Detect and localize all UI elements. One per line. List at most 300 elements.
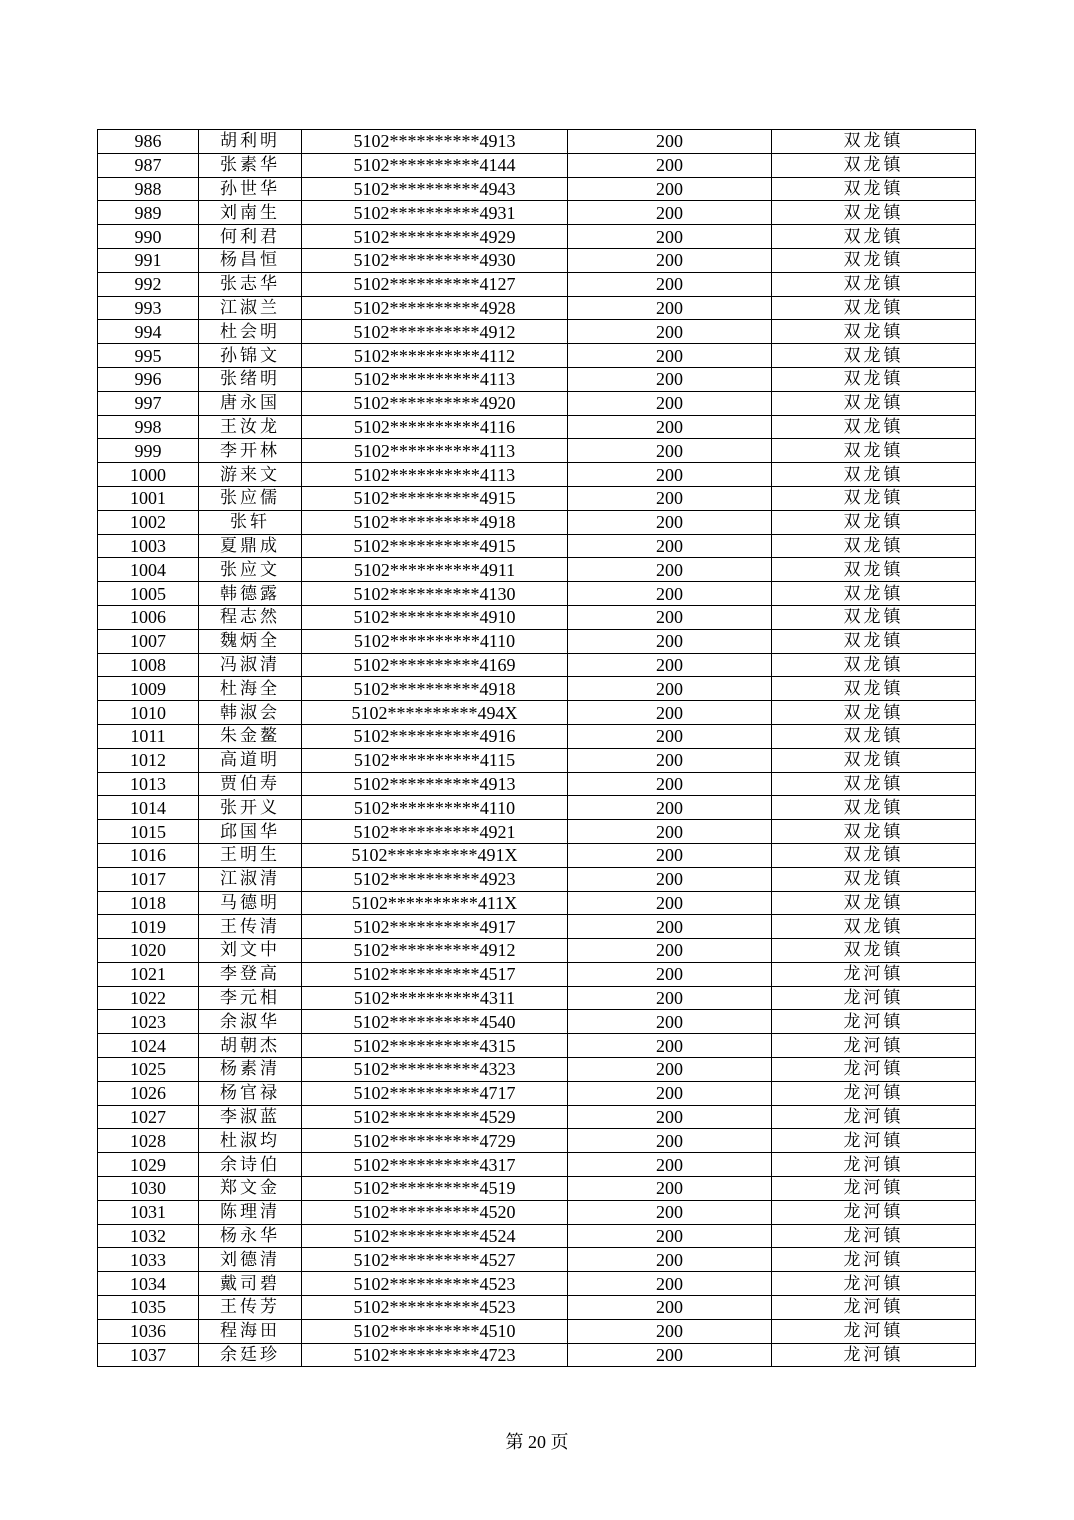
amount-cell: 200 (568, 1081, 772, 1105)
name-cell: 张应儒 (199, 486, 302, 510)
town-cell: 双龙镇 (772, 177, 976, 201)
id-number-cell: 5102**********4912 (302, 939, 568, 963)
amount-cell: 200 (568, 1105, 772, 1129)
table-row (98, 701, 976, 725)
town-cell: 龙河镇 (772, 1272, 976, 1296)
name-cell: 张素华 (199, 153, 302, 177)
id-number-cell: 5102**********4915 (302, 486, 568, 510)
name-cell: 夏鼎成 (199, 534, 302, 558)
id-number-cell: 5102**********491X (302, 843, 568, 867)
name-cell: 杨永华 (199, 1224, 302, 1248)
town-cell: 双龙镇 (772, 820, 976, 844)
town-cell: 龙河镇 (772, 1248, 976, 1272)
row-number-cell: 1026 (98, 1081, 199, 1105)
id-number-cell: 5102**********4116 (302, 415, 568, 439)
id-number-cell: 5102**********4723 (302, 1343, 568, 1367)
table-row (98, 1010, 976, 1034)
name-cell: 李元相 (199, 986, 302, 1010)
subsidy-list-table (97, 129, 976, 1367)
name-cell: 杨素清 (199, 1058, 302, 1082)
row-number-cell: 1032 (98, 1224, 199, 1248)
table-row (98, 486, 976, 510)
id-number-cell: 5102**********4916 (302, 724, 568, 748)
table-row (98, 1272, 976, 1296)
table-row (98, 1034, 976, 1058)
town-cell: 龙河镇 (772, 1319, 976, 1343)
town-cell: 双龙镇 (772, 486, 976, 510)
row-number-cell: 997 (98, 391, 199, 415)
id-number-cell: 5102**********4923 (302, 867, 568, 891)
row-number-cell: 1010 (98, 701, 199, 725)
town-cell: 双龙镇 (772, 248, 976, 272)
amount-cell: 200 (568, 367, 772, 391)
name-cell: 孙世华 (199, 177, 302, 201)
id-number-cell: 5102**********4917 (302, 915, 568, 939)
row-number-cell: 1017 (98, 867, 199, 891)
table-row (98, 130, 976, 154)
row-number-cell: 1035 (98, 1296, 199, 1320)
id-number-cell: 5102**********4317 (302, 1153, 568, 1177)
row-number-cell: 1037 (98, 1343, 199, 1367)
row-number-cell: 994 (98, 320, 199, 344)
amount-cell: 200 (568, 225, 772, 249)
amount-cell: 200 (568, 248, 772, 272)
amount-cell: 200 (568, 653, 772, 677)
row-number-cell: 1033 (98, 1248, 199, 1272)
id-number-cell: 5102**********4930 (302, 248, 568, 272)
town-cell: 双龙镇 (772, 344, 976, 368)
amount-cell: 200 (568, 320, 772, 344)
town-cell: 龙河镇 (772, 1129, 976, 1153)
table-row (98, 1296, 976, 1320)
table-row (98, 296, 976, 320)
id-number-cell: 5102**********4929 (302, 225, 568, 249)
table-row (98, 962, 976, 986)
amount-cell: 200 (568, 1319, 772, 1343)
town-cell: 双龙镇 (772, 748, 976, 772)
name-cell: 游来文 (199, 463, 302, 487)
table-row (98, 1081, 976, 1105)
name-cell: 张轩 (199, 510, 302, 534)
town-cell: 双龙镇 (772, 320, 976, 344)
name-cell: 张应文 (199, 558, 302, 582)
table-row (98, 1248, 976, 1272)
amount-cell: 200 (568, 605, 772, 629)
table-row (98, 629, 976, 653)
row-number-cell: 995 (98, 344, 199, 368)
id-number-cell: 5102**********4115 (302, 748, 568, 772)
town-cell: 双龙镇 (772, 415, 976, 439)
town-cell: 龙河镇 (772, 1153, 976, 1177)
town-cell: 双龙镇 (772, 367, 976, 391)
town-cell: 龙河镇 (772, 1081, 976, 1105)
row-number-cell: 1005 (98, 582, 199, 606)
id-number-cell: 5102**********4523 (302, 1296, 568, 1320)
row-number-cell: 1030 (98, 1177, 199, 1201)
row-number-cell: 1009 (98, 677, 199, 701)
table-row (98, 534, 976, 558)
table-row (98, 344, 976, 368)
name-cell: 韩德露 (199, 582, 302, 606)
id-number-cell: 5102**********4315 (302, 1034, 568, 1058)
row-number-cell: 993 (98, 296, 199, 320)
amount-cell: 200 (568, 1010, 772, 1034)
name-cell: 贾伯寿 (199, 772, 302, 796)
name-cell: 江淑兰 (199, 296, 302, 320)
town-cell: 龙河镇 (772, 1010, 976, 1034)
table-row (98, 653, 976, 677)
amount-cell: 200 (568, 534, 772, 558)
amount-cell: 200 (568, 177, 772, 201)
table-row (98, 796, 976, 820)
name-cell: 马德明 (199, 891, 302, 915)
amount-cell: 200 (568, 891, 772, 915)
id-number-cell: 5102**********4912 (302, 320, 568, 344)
town-cell: 龙河镇 (772, 1200, 976, 1224)
row-number-cell: 1004 (98, 558, 199, 582)
id-number-cell: 5102**********4523 (302, 1272, 568, 1296)
row-number-cell: 1003 (98, 534, 199, 558)
table-row (98, 1224, 976, 1248)
id-number-cell: 5102**********4130 (302, 582, 568, 606)
amount-cell: 200 (568, 724, 772, 748)
table-row (98, 510, 976, 534)
id-number-cell: 5102**********4517 (302, 962, 568, 986)
town-cell: 双龙镇 (772, 677, 976, 701)
table-row (98, 391, 976, 415)
id-number-cell: 5102**********4524 (302, 1224, 568, 1248)
id-number-cell: 5102**********4113 (302, 367, 568, 391)
table-row (98, 415, 976, 439)
table-row (98, 820, 976, 844)
amount-cell: 200 (568, 915, 772, 939)
table-row (98, 272, 976, 296)
amount-cell: 200 (568, 486, 772, 510)
table-row (98, 463, 976, 487)
table-row (98, 605, 976, 629)
id-number-cell: 5102**********4931 (302, 201, 568, 225)
town-cell: 双龙镇 (772, 867, 976, 891)
table-body (98, 130, 976, 1367)
amount-cell: 200 (568, 1034, 772, 1058)
amount-cell: 200 (568, 272, 772, 296)
amount-cell: 200 (568, 867, 772, 891)
name-cell: 王明生 (199, 843, 302, 867)
row-number-cell: 1023 (98, 1010, 199, 1034)
name-cell: 郑文金 (199, 1177, 302, 1201)
row-number-cell: 1016 (98, 843, 199, 867)
town-cell: 双龙镇 (772, 439, 976, 463)
id-number-cell: 5102**********4913 (302, 130, 568, 154)
row-number-cell: 992 (98, 272, 199, 296)
row-number-cell: 1008 (98, 653, 199, 677)
row-number-cell: 1036 (98, 1319, 199, 1343)
row-number-cell: 1019 (98, 915, 199, 939)
name-cell: 朱金鳌 (199, 724, 302, 748)
amount-cell: 200 (568, 843, 772, 867)
amount-cell: 200 (568, 463, 772, 487)
table-row (98, 843, 976, 867)
id-number-cell: 5102**********4311 (302, 986, 568, 1010)
id-number-cell: 5102**********411X (302, 891, 568, 915)
row-number-cell: 1012 (98, 748, 199, 772)
town-cell: 双龙镇 (772, 391, 976, 415)
amount-cell: 200 (568, 1058, 772, 1082)
amount-cell: 200 (568, 201, 772, 225)
id-number-cell: 5102**********4928 (302, 296, 568, 320)
id-number-cell: 5102**********4113 (302, 463, 568, 487)
town-cell: 双龙镇 (772, 701, 976, 725)
town-cell: 双龙镇 (772, 939, 976, 963)
name-cell: 高道明 (199, 748, 302, 772)
id-number-cell: 5102**********4918 (302, 677, 568, 701)
id-number-cell: 5102**********4729 (302, 1129, 568, 1153)
row-number-cell: 1018 (98, 891, 199, 915)
id-number-cell: 5102**********4110 (302, 796, 568, 820)
amount-cell: 200 (568, 939, 772, 963)
table-row (98, 915, 976, 939)
table-row (98, 153, 976, 177)
name-cell: 胡利明 (199, 130, 302, 154)
town-cell: 双龙镇 (772, 843, 976, 867)
row-number-cell: 987 (98, 153, 199, 177)
town-cell: 双龙镇 (772, 891, 976, 915)
table-row (98, 891, 976, 915)
row-number-cell: 1027 (98, 1105, 199, 1129)
name-cell: 李登高 (199, 962, 302, 986)
id-number-cell: 5102**********4527 (302, 1248, 568, 1272)
amount-cell: 200 (568, 1129, 772, 1153)
id-number-cell: 5102**********4113 (302, 439, 568, 463)
town-cell: 双龙镇 (772, 463, 976, 487)
name-cell: 邱国华 (199, 820, 302, 844)
name-cell: 刘德清 (199, 1248, 302, 1272)
amount-cell: 200 (568, 558, 772, 582)
id-number-cell: 5102**********4540 (302, 1010, 568, 1034)
town-cell: 双龙镇 (772, 558, 976, 582)
table-row (98, 439, 976, 463)
name-cell: 刘南生 (199, 201, 302, 225)
town-cell: 双龙镇 (772, 130, 976, 154)
amount-cell: 200 (568, 1177, 772, 1201)
row-number-cell: 1006 (98, 605, 199, 629)
name-cell: 张绪明 (199, 367, 302, 391)
table-row (98, 1200, 976, 1224)
id-number-cell: 5102**********4717 (302, 1081, 568, 1105)
row-number-cell: 998 (98, 415, 199, 439)
row-number-cell: 996 (98, 367, 199, 391)
table-row (98, 867, 976, 891)
name-cell: 韩淑会 (199, 701, 302, 725)
id-number-cell: 5102**********4920 (302, 391, 568, 415)
table-row (98, 225, 976, 249)
town-cell: 龙河镇 (772, 1296, 976, 1320)
name-cell: 张志华 (199, 272, 302, 296)
amount-cell: 200 (568, 391, 772, 415)
row-number-cell: 1031 (98, 1200, 199, 1224)
row-number-cell: 1025 (98, 1058, 199, 1082)
amount-cell: 200 (568, 748, 772, 772)
row-number-cell: 1011 (98, 724, 199, 748)
amount-cell: 200 (568, 510, 772, 534)
id-number-cell: 5102**********4529 (302, 1105, 568, 1129)
name-cell: 孙锦文 (199, 344, 302, 368)
table-row (98, 320, 976, 344)
name-cell: 陈理清 (199, 1200, 302, 1224)
name-cell: 余廷珍 (199, 1343, 302, 1367)
town-cell: 双龙镇 (772, 582, 976, 606)
town-cell: 双龙镇 (772, 201, 976, 225)
table-row (98, 558, 976, 582)
table-row (98, 1058, 976, 1082)
id-number-cell: 5102**********4921 (302, 820, 568, 844)
row-number-cell: 1024 (98, 1034, 199, 1058)
row-number-cell: 1014 (98, 796, 199, 820)
id-number-cell: 5102**********4323 (302, 1058, 568, 1082)
name-cell: 戴司碧 (199, 1272, 302, 1296)
id-number-cell: 5102**********4910 (302, 605, 568, 629)
name-cell: 程志然 (199, 605, 302, 629)
id-number-cell: 5102**********4510 (302, 1319, 568, 1343)
town-cell: 龙河镇 (772, 1224, 976, 1248)
name-cell: 王传清 (199, 915, 302, 939)
name-cell: 李淑蓝 (199, 1105, 302, 1129)
amount-cell: 200 (568, 1296, 772, 1320)
town-cell: 双龙镇 (772, 296, 976, 320)
name-cell: 冯淑清 (199, 653, 302, 677)
id-number-cell: 5102**********4918 (302, 510, 568, 534)
table-row (98, 724, 976, 748)
id-number-cell: 5102**********4110 (302, 629, 568, 653)
row-number-cell: 1000 (98, 463, 199, 487)
amount-cell: 200 (568, 1153, 772, 1177)
town-cell: 双龙镇 (772, 796, 976, 820)
id-number-cell: 5102**********4144 (302, 153, 568, 177)
name-cell: 程海田 (199, 1319, 302, 1343)
amount-cell: 200 (568, 439, 772, 463)
name-cell: 杜会明 (199, 320, 302, 344)
id-number-cell: 5102**********4112 (302, 344, 568, 368)
row-number-cell: 988 (98, 177, 199, 201)
name-cell: 杨官禄 (199, 1081, 302, 1105)
name-cell: 余淑华 (199, 1010, 302, 1034)
amount-cell: 200 (568, 962, 772, 986)
id-number-cell: 5102**********4520 (302, 1200, 568, 1224)
name-cell: 刘文中 (199, 939, 302, 963)
town-cell: 双龙镇 (772, 629, 976, 653)
id-number-cell: 5102**********4519 (302, 1177, 568, 1201)
id-number-cell: 5102**********4127 (302, 272, 568, 296)
town-cell: 双龙镇 (772, 153, 976, 177)
page-number: 第 20 页 (505, 1432, 569, 1452)
id-number-cell: 5102**********4943 (302, 177, 568, 201)
table-row (98, 1105, 976, 1129)
table-row (98, 986, 976, 1010)
amount-cell: 200 (568, 130, 772, 154)
row-number-cell: 1022 (98, 986, 199, 1010)
table-row (98, 582, 976, 606)
table-row (98, 177, 976, 201)
table-row (98, 748, 976, 772)
row-number-cell: 1001 (98, 486, 199, 510)
name-cell: 李开林 (199, 439, 302, 463)
id-number-cell: 5102**********4915 (302, 534, 568, 558)
town-cell: 龙河镇 (772, 1034, 976, 1058)
amount-cell: 200 (568, 1248, 772, 1272)
town-cell: 双龙镇 (772, 915, 976, 939)
amount-cell: 200 (568, 1200, 772, 1224)
table-row (98, 367, 976, 391)
town-cell: 龙河镇 (772, 1177, 976, 1201)
id-number-cell: 5102**********494X (302, 701, 568, 725)
row-number-cell: 1021 (98, 962, 199, 986)
table-row (98, 1129, 976, 1153)
town-cell: 双龙镇 (772, 653, 976, 677)
row-number-cell: 1029 (98, 1153, 199, 1177)
town-cell: 龙河镇 (772, 1058, 976, 1082)
table-row (98, 1319, 976, 1343)
amount-cell: 200 (568, 415, 772, 439)
table-row (98, 939, 976, 963)
row-number-cell: 991 (98, 248, 199, 272)
amount-cell: 200 (568, 1224, 772, 1248)
town-cell: 龙河镇 (772, 1105, 976, 1129)
name-cell: 胡朝杰 (199, 1034, 302, 1058)
town-cell: 双龙镇 (772, 772, 976, 796)
id-number-cell: 5102**********4169 (302, 653, 568, 677)
amount-cell: 200 (568, 1272, 772, 1296)
name-cell: 杜淑均 (199, 1129, 302, 1153)
table-row (98, 772, 976, 796)
name-cell: 余诗伯 (199, 1153, 302, 1177)
amount-cell: 200 (568, 344, 772, 368)
id-number-cell: 5102**********4911 (302, 558, 568, 582)
name-cell: 魏炳全 (199, 629, 302, 653)
town-cell: 龙河镇 (772, 962, 976, 986)
row-number-cell: 1034 (98, 1272, 199, 1296)
table-row (98, 1177, 976, 1201)
row-number-cell: 999 (98, 439, 199, 463)
amount-cell: 200 (568, 701, 772, 725)
name-cell: 杜海全 (199, 677, 302, 701)
amount-cell: 200 (568, 772, 772, 796)
row-number-cell: 990 (98, 225, 199, 249)
town-cell: 双龙镇 (772, 605, 976, 629)
amount-cell: 200 (568, 820, 772, 844)
table-row (98, 677, 976, 701)
town-cell: 双龙镇 (772, 510, 976, 534)
name-cell: 王传芳 (199, 1296, 302, 1320)
name-cell: 王汝龙 (199, 415, 302, 439)
amount-cell: 200 (568, 296, 772, 320)
amount-cell: 200 (568, 153, 772, 177)
row-number-cell: 1015 (98, 820, 199, 844)
row-number-cell: 1002 (98, 510, 199, 534)
row-number-cell: 1020 (98, 939, 199, 963)
town-cell: 龙河镇 (772, 1343, 976, 1367)
amount-cell: 200 (568, 582, 772, 606)
row-number-cell: 986 (98, 130, 199, 154)
row-number-cell: 989 (98, 201, 199, 225)
table-row (98, 201, 976, 225)
name-cell: 张开义 (199, 796, 302, 820)
amount-cell: 200 (568, 629, 772, 653)
table-row (98, 1153, 976, 1177)
town-cell: 双龙镇 (772, 272, 976, 296)
name-cell: 唐永国 (199, 391, 302, 415)
amount-cell: 200 (568, 986, 772, 1010)
name-cell: 江淑清 (199, 867, 302, 891)
